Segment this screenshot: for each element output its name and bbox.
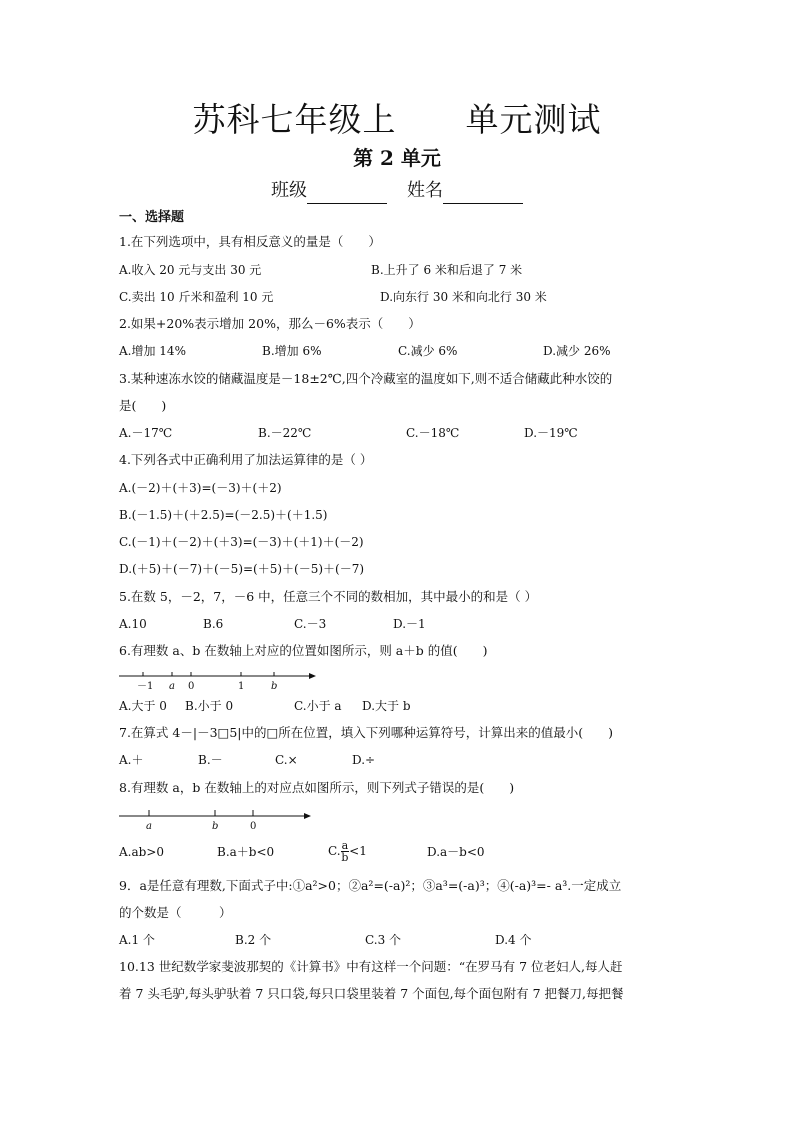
q7-option-d: D.÷ <box>352 753 376 767</box>
q8-option-b: B.a＋b<0 <box>217 845 275 859</box>
q2-option-b: B.增加 6% <box>262 344 322 358</box>
q5-option-a: A.10 <box>119 617 147 631</box>
question-10-stem-line2: 着 7 头毛驴,每头驴驮着 7 只口袋,每只口袋里装着 7 个面包,每个面包附有 7 把餐刀,每把餐 <box>119 986 624 1001</box>
q8-option-c-letter: C. <box>328 844 341 858</box>
q7-option-b: B.－ <box>198 753 223 767</box>
q1-option-d: D.向东行 30 米和向北行 30 米 <box>380 290 547 304</box>
class-name-line <box>0 178 794 204</box>
q3-option-b: B.－22℃ <box>258 426 312 440</box>
question-2-stem: 2.如果+20%表示增加 20%，那么－6%表示（ ） <box>119 316 421 331</box>
question-9-stem-line2: 的个数是（ ） <box>119 905 232 920</box>
question-5-stem: 5.在数 5，－2，7，－6 中，任意三个不同的数相加，其中最小的和是（ ） <box>119 589 538 604</box>
name-label: 姓名 <box>407 180 443 201</box>
q1-option-b: B.上升了 6 米和后退了 7 米 <box>371 263 523 277</box>
q9-option-b: B.2 个 <box>235 933 272 947</box>
q6-option-b: B.小于 0 <box>185 699 234 713</box>
q2-option-a: A.增加 14% <box>119 344 186 358</box>
label-0: 0 <box>250 821 257 832</box>
q3-option-d: D.－19℃ <box>524 426 578 440</box>
q3-option-a: A.－17℃ <box>119 426 173 440</box>
unit-subtitle: 第 2 单元 <box>353 146 441 170</box>
q2-option-c: C.减少 6% <box>398 344 458 358</box>
q5-option-d: D.－1 <box>393 617 426 631</box>
q4-option-a: A.(－2)＋(＋3)=(－3)＋(＋2) <box>119 481 282 495</box>
question-9-stem-line1: 9．a是任意有理数,下面式子中:①a²>0；②a²=(-a)²；③a³=(-a)³；④(-a)³=- a³.一定成立 <box>119 878 622 893</box>
label-b: b <box>271 681 278 692</box>
label-1: 1 <box>238 681 245 692</box>
page-title: 苏科七年级上 单元测试 <box>192 100 602 139</box>
question-10-stem-line1: 10.13 世纪数学家斐波那契的《计算书》中有这样一个问题：“在罗马有 7 位老妇人,每人赶 <box>119 959 623 974</box>
number-line-q8 <box>119 808 319 832</box>
label-b: b <box>212 821 219 832</box>
number-line-q6 <box>119 668 319 692</box>
q4-option-d: D.(＋5)＋(－7)＋(－5)=(＋5)＋(－5)＋(－7) <box>119 562 365 576</box>
q9-option-a: A.1 个 <box>119 933 155 947</box>
q8-option-a: A.ab>0 <box>119 845 165 859</box>
q3-option-c: C.－18℃ <box>406 426 460 440</box>
question-3-stem-line2: 是( ) <box>119 398 167 413</box>
q4-option-c: C.(－1)＋(－2)＋(＋3)=(－3)＋(＋1)＋(－2) <box>119 535 364 549</box>
q7-option-c: C.× <box>275 753 298 767</box>
q6-option-c: C.小于 a <box>294 699 342 713</box>
q2-option-d: D.减少 26% <box>543 344 611 358</box>
question-3-stem-line1: 3.某种速冻水饺的储藏温度是－18±2℃,四个冷藏室的温度如下,则不适合储藏此种水饺的 <box>119 371 613 386</box>
label-a: a <box>146 821 152 832</box>
q4-option-b: B.(－1.5)＋(＋2.5)=(－2.5)＋(＋1.5) <box>119 508 328 522</box>
label-minus-1: －1 <box>137 681 154 692</box>
label-0: 0 <box>188 681 195 692</box>
q5-option-b: B.6 <box>203 617 224 631</box>
question-8-stem: 8.有理数 a，b 在数轴上的对应点如图所示，则下列式子错误的是( ) <box>119 780 515 795</box>
axis-arrow <box>304 813 311 819</box>
q8-option-c-tail: <1 <box>349 844 367 858</box>
label-a: a <box>169 681 175 692</box>
q6-option-d: D.大于 b <box>362 699 411 713</box>
question-6-stem: 6.有理数 a、b 在数轴上对应的位置如图所示，则 a＋b 的值( ) <box>119 643 488 658</box>
fraction-denominator: b <box>341 851 349 864</box>
class-blank <box>307 183 387 204</box>
q1-option-a: A.收入 20 元与支出 30 元 <box>119 263 262 277</box>
fraction-numerator: a <box>341 839 349 852</box>
q9-option-c: C.3 个 <box>365 933 402 947</box>
q9-option-d: D.4 个 <box>495 933 532 947</box>
class-label: 班级 <box>271 180 307 201</box>
q8-option-c <box>328 836 367 866</box>
question-1-stem: 1.在下列选项中，具有相反意义的量是（ ） <box>119 234 381 249</box>
name-blank <box>443 183 523 204</box>
q7-option-a: A.＋ <box>119 753 144 767</box>
question-7-stem: 7.在算式 4－|－3□5|中的□所在位置，填入下列哪种运算符号，计算出来的值最小( ) <box>119 725 614 740</box>
section-title: 一、选择题 <box>119 210 185 225</box>
axis-arrow <box>309 673 316 679</box>
fraction-a-over-b <box>341 840 350 863</box>
q8-option-d: D.a－b<0 <box>427 845 485 859</box>
question-4-stem: 4.下列各式中正确利用了加法运算律的是（ ） <box>119 452 373 467</box>
q1-option-c: C.卖出 10 斤米和盈利 10 元 <box>119 290 274 304</box>
q5-option-c: C.－3 <box>294 617 327 631</box>
q6-option-a: A.大于 0 <box>119 699 167 713</box>
